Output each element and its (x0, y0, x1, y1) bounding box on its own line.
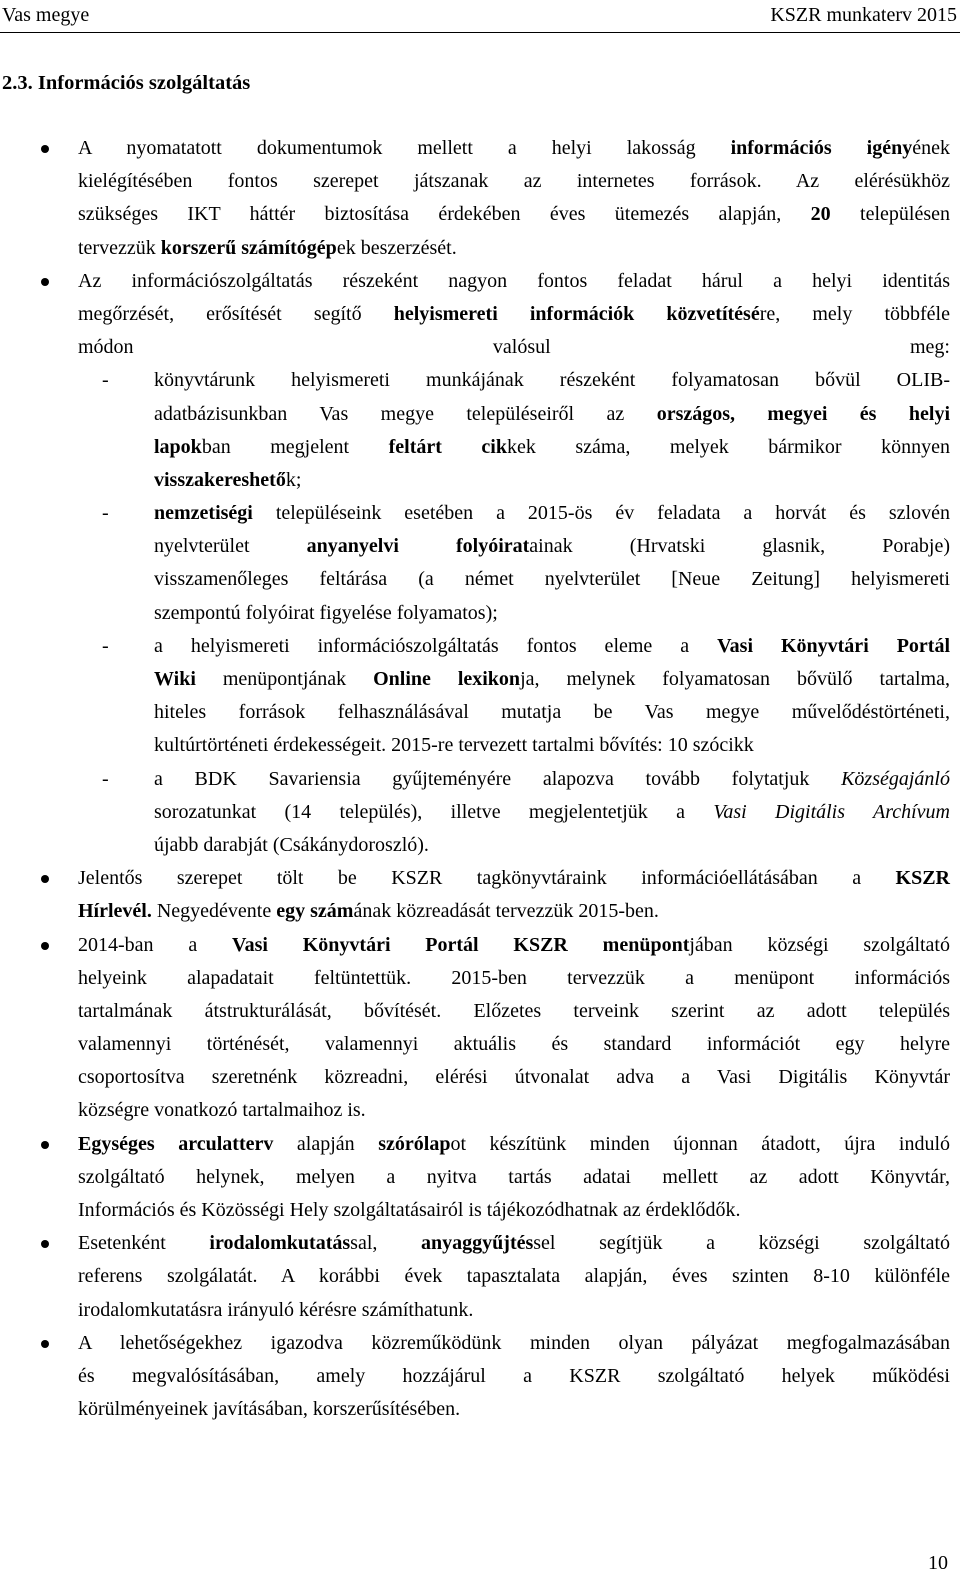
bold-text: Egységes arculatterv (78, 1132, 274, 1155)
text-run: A nyomatatott dokumentumok mellett a helyi lakosság (78, 137, 731, 159)
text-run: kultúrtörténeti érdekességeit. 2015-re tervezett tartalmi bővítés: 10 szócikk (154, 734, 754, 757)
bold-text: 20 (810, 203, 831, 226)
text-run: ek beszerzését. (336, 236, 457, 259)
section-title: 2.3. Információs szolgáltatás (2, 72, 251, 94)
bold-text: lapok (154, 435, 202, 458)
text-line (78, 895, 950, 928)
bullet-icon (41, 942, 49, 950)
text-line (78, 1061, 950, 1094)
text-line (78, 1393, 950, 1426)
text-line (78, 198, 950, 231)
text-run: újabb darabját (Csákánydoroszló). (154, 833, 429, 856)
text-run: adatbázisunkban Vas megye településeiről az (154, 402, 657, 425)
bold-text: országos, megyei és helyi (656, 402, 950, 425)
text-run: településeink esetében a 2015-ös év feladata a horvát és szlovén (252, 502, 950, 525)
text-line (78, 132, 950, 165)
text-run: valamennyi történését, valamennyi aktuális és standard információt egy helyre (78, 1033, 950, 1056)
sub-list-item (102, 763, 951, 863)
list-item (78, 929, 950, 1128)
header-left-text: Vas megye (2, 4, 90, 26)
list-item (78, 862, 950, 928)
text-run: irodalomkutatásra irányuló kérésre számíthatunk. (78, 1298, 474, 1321)
sub-list-item (102, 364, 950, 497)
text-line (78, 1227, 950, 1260)
text-run: ainak (Hrvatski glasnik, Porabje) (529, 535, 950, 558)
text-line (78, 1128, 950, 1161)
text-line (78, 1028, 950, 1061)
text-line (154, 796, 950, 829)
text-run: ának közreadását tervezzük 2015-ben. (353, 900, 659, 923)
text-run: a helyismereti információszolgáltatás fontos eleme a (154, 634, 718, 657)
dash-marker: - (102, 767, 109, 790)
text-line (78, 862, 950, 895)
text-run: megőrzését, erősítését segítő (78, 302, 394, 325)
bullet-icon (41, 1141, 49, 1149)
bold-text: helyismereti információk közvetítésé (393, 302, 760, 325)
text-run: kielégítésében fontos szerepet játszanak az internetes források. Az elérésükhöz (78, 170, 950, 193)
text-run: községre vonatkozó tartalmaihoz is. (78, 1099, 366, 1122)
page-header (0, 0, 960, 33)
text-line (78, 298, 950, 331)
text-line (154, 364, 950, 397)
text-run: ja, melynek folyamatosan bővülő tartalma, (520, 668, 950, 690)
text-run: Negyedévente (151, 900, 277, 923)
text-line (78, 1094, 950, 1127)
text-run: visszamenőleges feltárása (a német nyelvterület [Neue Zeitung] helyismereti (154, 568, 950, 591)
text-run: helyeink alapadatait feltüntettük. 2015-ben tervezzük a menüpont információs (78, 966, 950, 989)
bullet-icon (41, 1240, 49, 1248)
text-run: és megvalósításában, amely hozzájárul a KSZR szolgáltató helyek működési (78, 1364, 950, 1387)
text-run: nyelvterület (154, 535, 307, 558)
text-line (154, 464, 950, 497)
bold-text: anyanyelvi folyóirat (306, 535, 530, 558)
bold-text: információs igény (730, 137, 913, 159)
text-line (78, 929, 950, 962)
bold-text: KSZR (895, 867, 950, 890)
text-line (154, 597, 950, 630)
bullet-list (78, 132, 950, 1426)
bold-text: nemzetiségi (154, 502, 253, 525)
bullet-icon (41, 1340, 49, 1348)
text-run: könyvtárunk helyismereti munkájának részeként folyamatosan bővül OLIB- (154, 369, 950, 392)
dash-marker: - (102, 634, 109, 657)
text-line (78, 1294, 950, 1327)
bullet-icon (41, 278, 49, 286)
bold-text: feltárt cik (388, 435, 507, 458)
text-run: csoportosítva szeretnénk közreadni, elérési útvonalat adva a Vasi Digitális Könyvtár (78, 1066, 950, 1089)
text-line (78, 331, 950, 364)
text-run: módon valósul meg: (78, 336, 950, 359)
text-run: szempontú folyóirat figyelése folyamatos); (154, 601, 498, 624)
text-line (154, 398, 950, 431)
text-run: referens szolgálatát. A korábbi évek tapasztalata alapján, éves szinten 8-10 különféle (78, 1265, 950, 1288)
text-run: Esetenként (78, 1232, 210, 1255)
bold-text: Hírlevél. (78, 900, 152, 923)
text-run: A lehetőségekhez igazodva közreműködünk minden olyan pályázat megfogalmazásában (78, 1331, 950, 1354)
text-run: körülményeinek javításában, korszerűsítésében. (78, 1398, 461, 1421)
dash-marker: - (102, 369, 109, 392)
dash-marker: - (102, 502, 109, 525)
text-run: alapján (273, 1132, 379, 1155)
bold-text: egy szám (276, 900, 354, 923)
bullet-icon (41, 875, 49, 883)
text-run: szükséges IKT háttér biztosítása érdekében éves ütemezés alapján, (78, 203, 811, 226)
header-right-text: KSZR munkaterv 2015 (770, 4, 957, 26)
bold-text: visszakereshető (154, 468, 286, 491)
text-run: a BDK Savariensia gyűjteményére alapozva tovább folytatjuk (154, 767, 842, 790)
text-run: Az információszolgáltatás részeként nagyon fontos feladat hárul a helyi identitás (78, 269, 950, 292)
text-line (78, 1327, 950, 1360)
text-line (154, 663, 950, 696)
text-line (78, 962, 950, 995)
text-line (78, 1194, 950, 1227)
list-item (78, 1128, 950, 1228)
list-item (78, 265, 950, 862)
bold-text: irodalomkutatás (209, 1232, 351, 1255)
list-item (78, 1327, 950, 1427)
text-run: településen (830, 203, 950, 226)
bold-text: Vasi Könyvtári Portál KSZR menüpont (232, 933, 690, 956)
text-line (154, 497, 950, 530)
bold-text: Online lexikon (373, 668, 521, 690)
text-line (154, 431, 950, 464)
list-item (78, 1227, 950, 1327)
text-run: re, mely többféle (759, 302, 950, 325)
text-run: 2014-ban a (78, 933, 232, 956)
bold-text: Vasi Könyvtári Portál (717, 634, 950, 657)
text-run: k; (285, 468, 302, 491)
text-line (154, 696, 950, 729)
text-run: Információs és Közösségi Hely szolgáltatásairól is tájékozódhatnak az érdeklődők. (78, 1199, 741, 1221)
bold-text: szórólap (378, 1132, 451, 1155)
list-item (78, 132, 950, 265)
text-line (78, 232, 950, 265)
text-run: jában községi szolgáltató (689, 933, 950, 956)
text-line (78, 165, 950, 198)
italic-text: Községajánló (841, 767, 950, 790)
italic-text: Vasi Digitális Archívum (713, 800, 951, 823)
text-line (154, 630, 950, 663)
text-run: sel segítjük a községi szolgáltató (533, 1232, 950, 1255)
bold-text: korszerű számítógép (160, 236, 337, 259)
text-line (154, 729, 950, 762)
bold-text: anyaggyűjtés (421, 1232, 534, 1255)
text-run: tervezzük (78, 236, 161, 259)
text-run: szolgáltató helynek, melyen a nyitva tartás adatai mellett az adott Könyvtár, (78, 1165, 950, 1188)
sub-list-item (102, 630, 950, 763)
text-run: sal, (350, 1232, 422, 1255)
text-line (154, 563, 950, 596)
text-run: ban megjelent (201, 435, 389, 458)
text-line (78, 1360, 950, 1393)
text-run: ének (912, 137, 950, 159)
bold-text: Wiki (154, 668, 196, 690)
text-run: kek száma, melyek bármikor könnyen (506, 435, 950, 458)
text-line (154, 763, 950, 796)
text-run: hiteles források felhasználásával mutatja be Vas megye művelődéstörténeti, (154, 701, 950, 724)
text-line (78, 1260, 950, 1293)
text-line (154, 530, 950, 563)
page-number: 10 (928, 1552, 948, 1574)
bullet-icon (41, 145, 49, 153)
text-run: ot készítünk minden újonnan átadott, újra induló (450, 1132, 951, 1155)
text-run: menüpontjának (195, 668, 374, 690)
text-line (78, 265, 950, 298)
text-run: tartalmának átstrukturálását, bővítését. Előzetes terveink szerint az adott település (78, 999, 950, 1022)
text-line (78, 995, 950, 1028)
sub-list-item (102, 497, 950, 630)
text-line (78, 1161, 950, 1194)
text-run: sorozatunkat (14 település), illetve megjelentetjük a (154, 800, 714, 823)
text-run: Jelentős szerepet tölt be KSZR tagkönyvtáraink információellátásában a (78, 867, 896, 890)
text-line (154, 829, 950, 862)
